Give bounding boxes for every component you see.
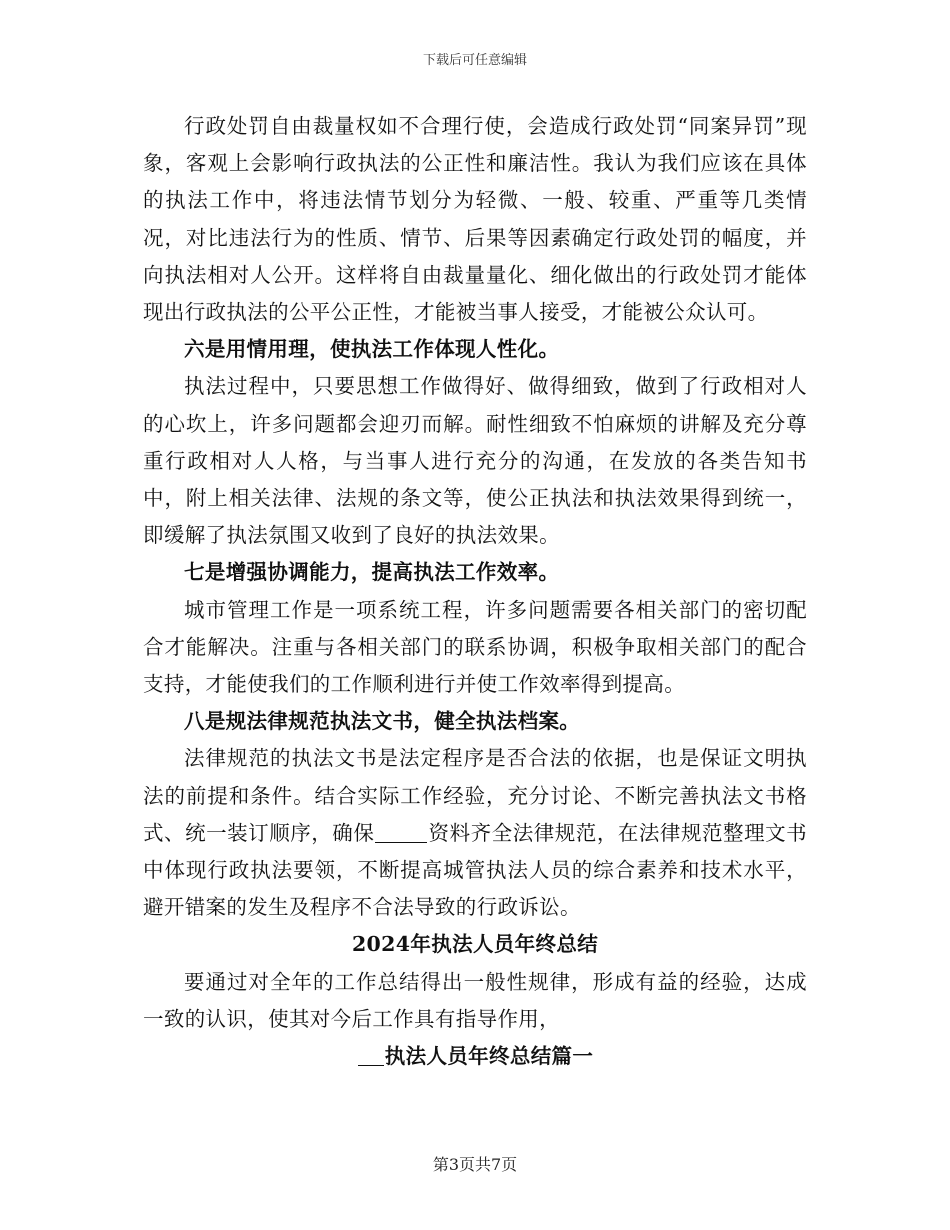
section-title: 2024年执法人员年终总结 bbox=[351, 932, 599, 957]
paragraph-point-eight bbox=[143, 740, 807, 926]
paragraph-intro: 要通过对全年的工作总结得出一般性规律，形成有益的经验，达成一致的认识，使其对今后工作具有指导作用， bbox=[143, 969, 807, 1031]
section-subtitle bbox=[143, 1038, 807, 1075]
heading-point-eight: 八是规法律规范执法文书，健全执法档案。 bbox=[184, 709, 581, 734]
fill-in-blank bbox=[375, 841, 427, 843]
paragraph-point-seven: 城市管理工作是一项系统工程，许多问题需要各相关部门的密切配合才能解决。注重与各相关部门的联系协调，积极争取相关部门的配合支持，才能使我们的工作顺利进行并使工作效率得到提高。 bbox=[143, 597, 807, 697]
heading-point-six: 六是用情用理，使执法工作体现人性化。 bbox=[184, 337, 560, 362]
document-body bbox=[143, 108, 807, 1075]
paragraph-point-six: 执法过程中，只要思想工作做得好、做得细致，做到了行政相对人的心坎上，许多问题都会迎刃而解。耐性细致不怕麻烦的讲解及充分尊重行政相对人人格，与当事人进行充分的沟通，在发放的各类告知书中，附上相关法律、法规的条文等，使公正执法和执法效果得到统一，即缓解了执法氛围又收到了良好的执法效果。 bbox=[143, 374, 807, 548]
subtitle-text: 执法人员年终总结篇一 bbox=[384, 1044, 594, 1069]
paragraph-discretion: 行政处罚自由裁量权如不合理行使，会造成行政处罚“同案异罚”现象，客观上会影响行政执法的公正性和廉洁性。我认为我们应该在具体的执法工作中，将违法情节划分为轻微、一般、较重、严重等几类情况，对比违法行为的性质、情节、后果等因素确定行政处罚的幅度，并向执法相对人公开。这样将自由裁量量化、细化做出的行政处罚才能体现出行政执法的公平公正性，才能被当事人接受，才能被公众认可。 bbox=[143, 114, 807, 325]
paragraph-point-eight-part1: 法律规范的执法文书是法定程序是否合法的依据，也是保证文明执法的前提和条件。结合实际工作经验，充分讨论、不断完善执法文书格式、统一装订顺序，确保 bbox=[143, 746, 807, 845]
page-number: 第3页共7页 bbox=[432, 1155, 518, 1174]
heading-point-seven: 七是增强协调能力，提高执法工作效率。 bbox=[184, 560, 560, 585]
paragraph-point-eight-part2: 资料齐全法律规范，在法律规范整理文书中体现行政执法要领，不断提高城管执法人员的综合素养和技术水平，避开错案的发生及程序不合法导致的行政诉讼。 bbox=[143, 820, 807, 920]
subtitle-blank bbox=[358, 1064, 384, 1066]
page-header-note: 下载后可任意编辑 bbox=[422, 53, 527, 68]
